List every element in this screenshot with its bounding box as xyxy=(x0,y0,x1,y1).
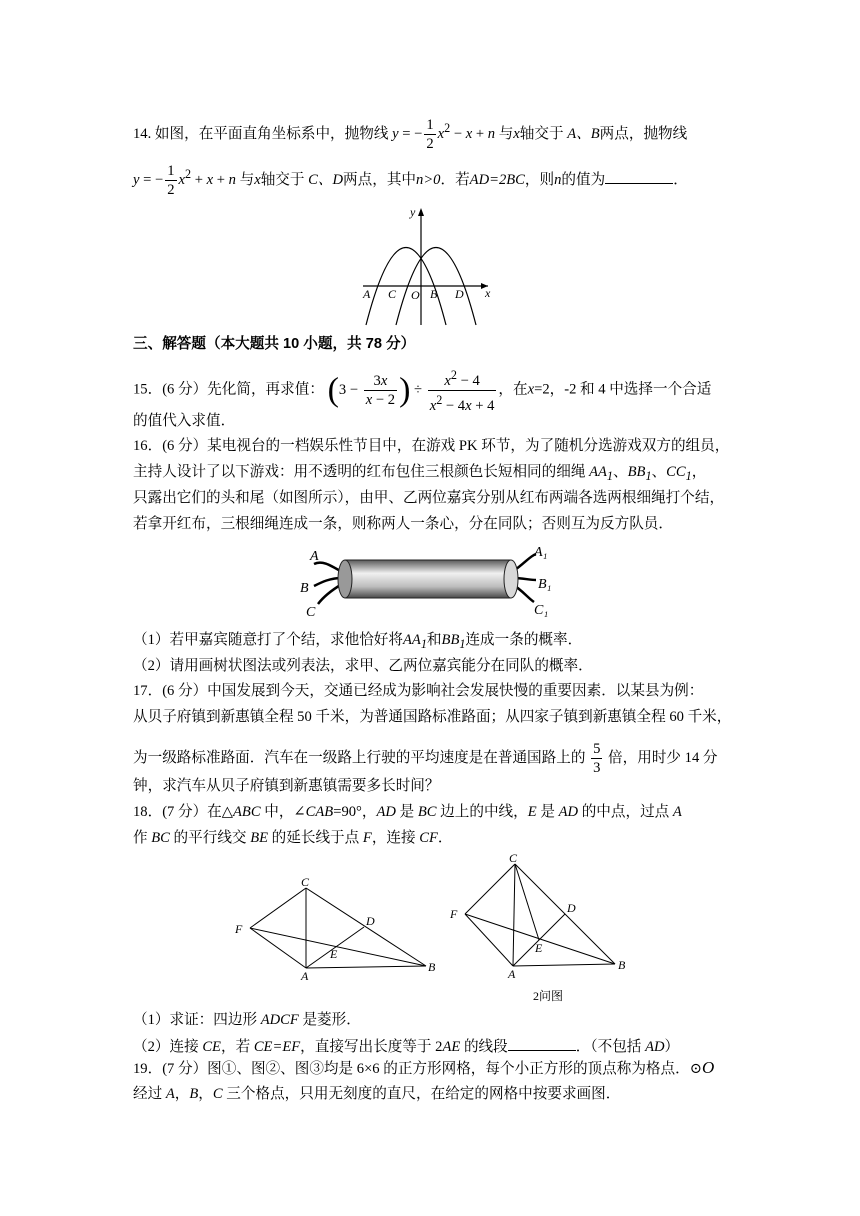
q18-text: 18．(7 分）在△ xyxy=(133,804,233,820)
rope-bb1: $BB_1$ xyxy=(627,464,652,483)
var-n: n xyxy=(554,171,562,188)
q14-text: 两点，其中 xyxy=(343,171,417,188)
point: A xyxy=(165,1086,175,1102)
label-c: C xyxy=(388,287,397,301)
q16-text: 和 xyxy=(426,632,442,648)
question-number: 14. xyxy=(133,125,152,142)
q14-text: ，则 xyxy=(524,171,555,188)
segment-cf xyxy=(465,864,515,914)
tube-left-cap xyxy=(338,560,352,598)
label-y: y xyxy=(410,205,416,219)
label-d: D xyxy=(455,287,464,301)
triangle-abc: ABC xyxy=(233,804,261,820)
q18-text: 是 xyxy=(536,804,559,820)
q16-text: ， xyxy=(691,464,707,480)
q14-line2 xyxy=(133,162,688,199)
label-c: C xyxy=(509,851,518,865)
condition: CE=EF xyxy=(253,1039,301,1055)
q16-text: 、 xyxy=(651,464,667,480)
q15-expression: (3 − $\frac{3x}{x - 2}$ ) ÷ $\frac{x^2 - 4}{x^2 - 4x + 4}$ xyxy=(327,368,495,414)
q18-text: （2）连接 xyxy=(133,1039,203,1055)
point: C xyxy=(212,1086,223,1102)
angle-cab: CAB xyxy=(305,804,334,820)
q15-text: =2，-2 和 4 中选择一个合适 xyxy=(534,381,712,398)
red-cloth-tube xyxy=(345,560,511,598)
q16-line1: 16．(6 分）某电视台的一档娱乐性节目中，在游戏 PK 环节，为了随机分选游戏双方的组员， xyxy=(133,438,730,454)
q14-text: 与 xyxy=(239,171,255,188)
label-o: O xyxy=(411,288,420,302)
points-ab: A、B xyxy=(567,125,600,142)
var-x: x xyxy=(513,125,520,142)
point: B xyxy=(189,1086,199,1102)
q16-line2 xyxy=(133,462,706,486)
label-a1: A₁ xyxy=(534,545,548,560)
segment-ab xyxy=(306,966,426,968)
segment: AD xyxy=(376,804,396,820)
q18-text: ，连接 xyxy=(371,830,420,846)
q16-text: 主持人设计了以下游戏：用不透明的红布包住三根颜色长短相同的细绳 xyxy=(133,464,586,480)
q18-figure-1 xyxy=(230,870,445,980)
q19-text: 三个格点，只用无刻度的直尺，在给定的网格中按要求画图． xyxy=(222,1086,621,1102)
q14-text: 两点，抛物线 xyxy=(599,125,688,142)
q18-text: （1）求证：四边形 xyxy=(133,1012,261,1028)
q16-text: 连成一条的概率． xyxy=(465,632,583,648)
label-b: B xyxy=(430,287,438,301)
q14-text: 的值为 xyxy=(561,171,606,188)
q17-line2: 从贝子府镇到新惠镇全程 50 千米，为普通国路标准路面；从四家子镇到新惠镇全程 60 千米， xyxy=(133,709,732,725)
q18-text: 的延长线于点 xyxy=(268,830,363,846)
q18-text: 边上的中线， xyxy=(436,804,528,820)
segment: BE xyxy=(250,830,269,846)
q17-text: 为一级路标准路面．汽车在一级路上行驶的平均速度是在普通国路上的 xyxy=(133,749,586,766)
label-b: B xyxy=(428,960,436,974)
q16-sub2: （2）请用画树状图法或列表法，求甲、乙两位嘉宾能分在同队的概率． xyxy=(133,658,593,674)
q14-text: ．若 xyxy=(440,171,470,188)
q16-line4: 若拿开红布，三根细绳连成一条，则称两人一条心，分在同队；否则互为反方队员． xyxy=(133,516,673,532)
label-b: B xyxy=(300,581,309,596)
section-title: 三、解答题（本大题共 10 小题，共 78 分） xyxy=(133,336,416,352)
label-d: D xyxy=(366,914,375,928)
q18-text: ．（不包括 xyxy=(575,1039,646,1055)
segment-ca xyxy=(513,864,515,966)
q14-parabola-figure xyxy=(358,200,498,330)
label-c: C xyxy=(301,875,310,889)
condition: n>0 xyxy=(416,171,441,188)
label-a: A xyxy=(508,967,516,981)
parabola-2-formula: y = − $\frac{1}{2}$ $x^2 + x + n$ xyxy=(133,163,236,198)
point: A xyxy=(672,804,682,820)
quadrilateral: ADCF xyxy=(260,1012,299,1028)
segment: AD xyxy=(645,1039,665,1055)
q14-line1 xyxy=(133,116,687,153)
label-a: A xyxy=(363,287,371,301)
q18-text: ，若 xyxy=(220,1039,254,1055)
label-x: x xyxy=(485,286,491,300)
q14-text: 如图，在平面直角坐标系中，抛物线 xyxy=(154,125,389,142)
label-e: E xyxy=(535,941,543,955)
q18-text: 的线段 xyxy=(460,1039,508,1055)
q14-text: 与 xyxy=(498,125,514,142)
q16-rope-figure xyxy=(300,540,570,622)
q18-text: 作 xyxy=(133,830,152,846)
label-f: F xyxy=(235,922,243,936)
point: F xyxy=(362,830,372,846)
segment: BC xyxy=(417,804,437,820)
q18-line2 xyxy=(133,828,453,848)
q19-line2 xyxy=(133,1084,620,1104)
q17-line1: 17．(6 分）中国发展到今天，交通已经成为影响社会发展快慢的重要因素．以某县为例： xyxy=(133,683,704,699)
rope-aa1: $AA_1$ xyxy=(589,464,613,483)
q18-text: 的平行线交 xyxy=(169,830,251,846)
rope-bb1: $BB_1$ xyxy=(441,632,466,651)
segment: CF xyxy=(419,830,438,846)
q19-text: ， xyxy=(174,1086,190,1102)
figure-caption: 2问图 xyxy=(533,989,564,1003)
segment: AD xyxy=(558,804,579,820)
label-e: E xyxy=(330,947,338,961)
q15-line2: 的值代入求值． xyxy=(133,413,236,429)
q18-sub2 xyxy=(133,1036,679,1057)
answer-blank xyxy=(605,169,673,184)
parabola-1-formula: y = − $\frac{1}{2}$ $x^2 - x + n$ xyxy=(392,117,496,152)
y-axis-arrow-icon xyxy=(418,208,424,216)
q18-text: ． xyxy=(437,830,453,846)
q18-text: ） xyxy=(664,1039,680,1055)
var-x: x xyxy=(254,171,261,188)
q17-line4: 钟，求汽车从贝子府镇到新惠镇需要多长时间？ xyxy=(133,778,440,794)
label-a: A xyxy=(301,969,309,980)
q18-text: 是菱形． xyxy=(298,1012,361,1028)
q17-line3 xyxy=(133,740,718,777)
label-f: F xyxy=(450,907,458,921)
label-b: B xyxy=(618,958,626,972)
q17-text: 倍，用时少 14 分 xyxy=(608,749,718,766)
var-x: x xyxy=(527,381,535,398)
q18-line1 xyxy=(133,802,682,822)
q16-text: （1）若甲嘉宾随意打了个结，求他恰好将 xyxy=(133,632,403,648)
point: E xyxy=(527,804,537,820)
q16-sub1 xyxy=(133,630,582,654)
q19-text: ， xyxy=(198,1086,213,1102)
q16-text: 、 xyxy=(613,464,628,480)
segment: AE xyxy=(442,1039,461,1055)
q14-text: ． xyxy=(673,171,688,188)
tube-right-cap xyxy=(504,560,518,598)
q19-text: 19．(7 分）图①、图②、图③均是 6×6 的正方形网格，每个小正方形的顶点称为格点．⊙ xyxy=(133,1061,702,1077)
answer-blank xyxy=(508,1036,576,1051)
condition: AD=2BC xyxy=(469,171,525,188)
label-b1: B₁ xyxy=(538,577,552,592)
q15-text: ，在 xyxy=(498,381,528,398)
label-c1: C₁ xyxy=(534,603,549,618)
label-c: C xyxy=(306,605,316,620)
q18-text: 的中点，过点 xyxy=(578,804,673,820)
q18-figure-2 xyxy=(445,848,635,1004)
q19-text: 经过 xyxy=(133,1086,166,1102)
label-d: D xyxy=(567,901,576,915)
circle-o: O xyxy=(701,1058,715,1077)
segment: BC xyxy=(151,830,170,846)
q14-text: 轴交于 xyxy=(260,171,305,188)
q18-text: 中，∠ xyxy=(260,804,306,820)
q14-text: 轴交于 xyxy=(519,125,564,142)
q18-text: ，直接写出长度等于 2 xyxy=(300,1039,443,1055)
q18-text: =90°， xyxy=(333,804,377,820)
segment: CE xyxy=(202,1039,221,1055)
q18-text: 是 xyxy=(395,804,418,820)
q18-sub1 xyxy=(133,1010,361,1030)
segment-cf xyxy=(250,888,306,928)
segment-ab xyxy=(513,964,615,966)
fraction-5-3: $\frac{5}{3}$ xyxy=(593,741,601,776)
q15-line1 xyxy=(133,366,711,415)
points-cd: C、D xyxy=(308,171,344,188)
q15-text: 15．(6 分）先化简，再求值： xyxy=(133,381,324,398)
q19-line1 xyxy=(133,1058,714,1079)
label-a: A xyxy=(310,549,319,564)
rope-cc1: $CC_1$ xyxy=(666,464,692,483)
rope-aa1: $AA_1$ xyxy=(403,632,427,651)
q16-line3: 只露出它们的头和尾（如图所示），由甲、乙两位嘉宾分别从红布两端各选两根细绳打个结， xyxy=(133,490,725,506)
